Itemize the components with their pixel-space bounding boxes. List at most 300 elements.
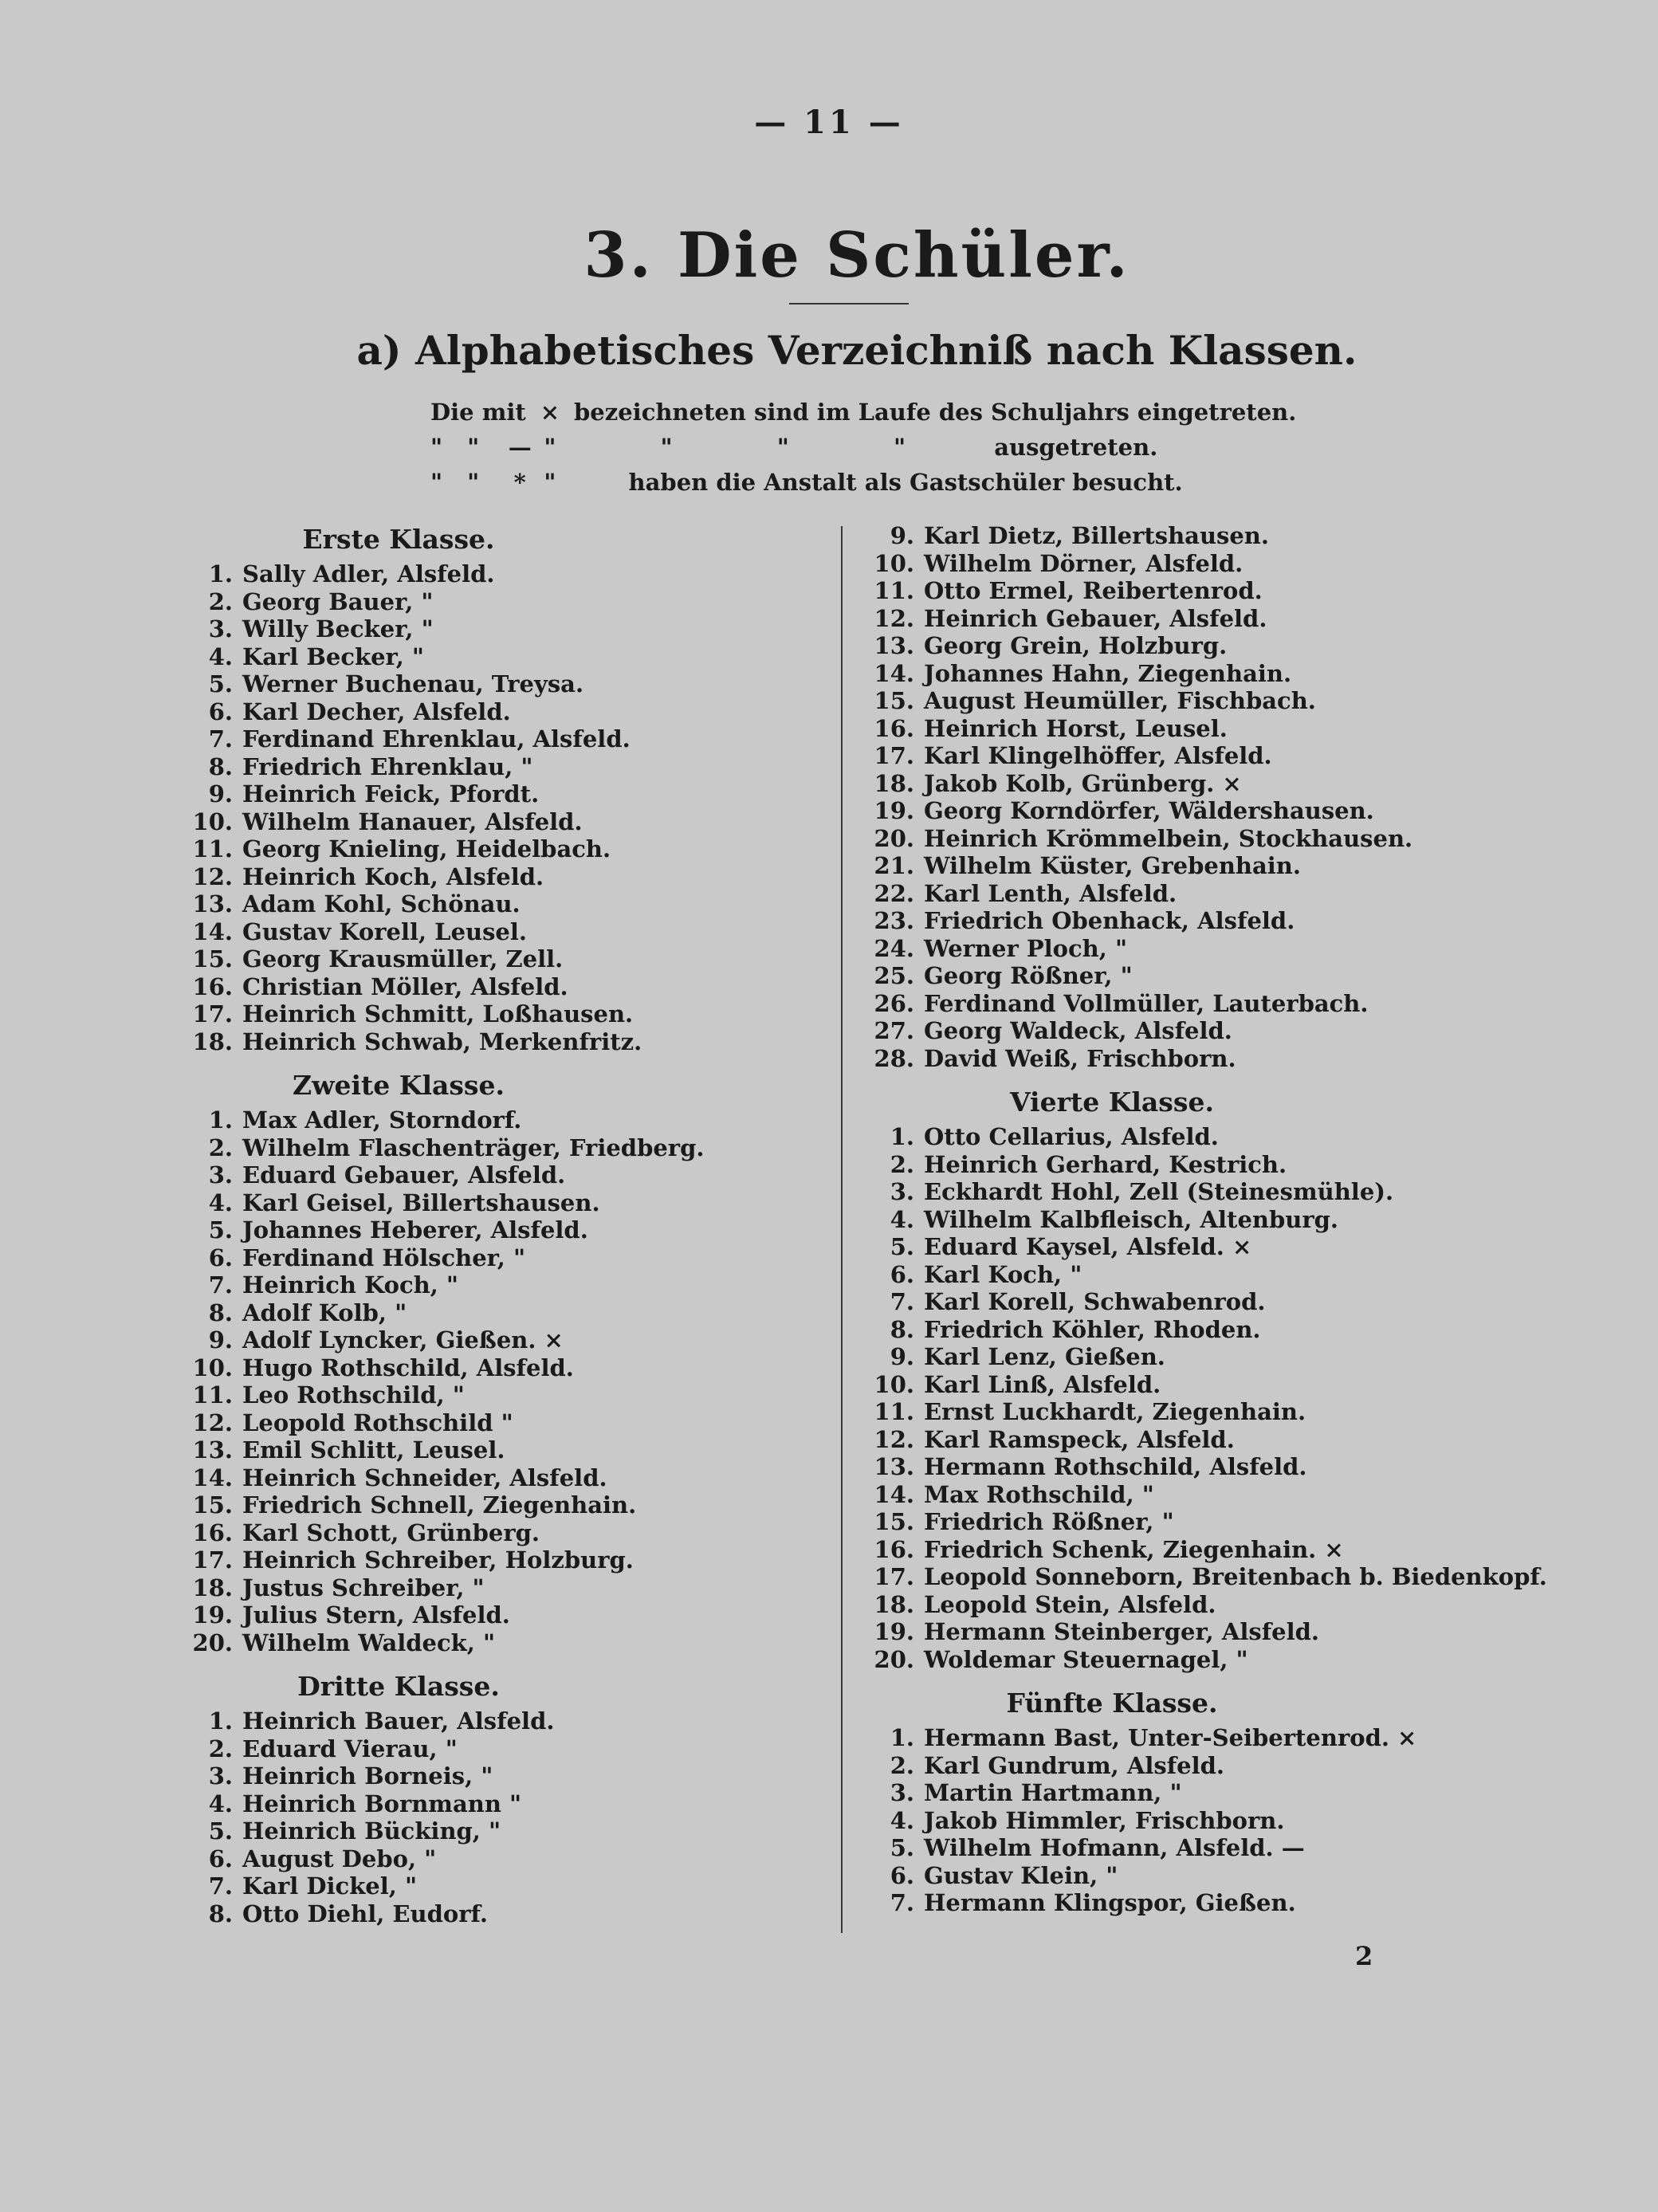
- student-number: 25.: [874, 962, 914, 989]
- student-name: Ernst Luckhardt, Ziegenhain.: [924, 1398, 1306, 1425]
- student-number: 7.: [208, 725, 233, 752]
- student-name: Adolf Lyncker, Gießen. ×: [242, 1326, 564, 1354]
- class-heading: Dritte Klasse.: [297, 1671, 500, 1702]
- student-entry: [191, 1601, 829, 1629]
- student-entry: [873, 1807, 1590, 1835]
- student-number: 17.: [874, 742, 914, 769]
- student-number: 2.: [208, 1134, 233, 1161]
- student-entry: [873, 1017, 1590, 1045]
- student-name: Werner Buchenau, Treysa.: [242, 670, 584, 697]
- student-number: 10.: [874, 549, 914, 577]
- class-heading: Zweite Klasse.: [293, 1070, 505, 1101]
- student-number: 16.: [192, 1519, 233, 1546]
- student-entry: [191, 890, 829, 918]
- student-name: Heinrich Koch, ": [242, 1271, 459, 1299]
- signature-mark: 2: [1355, 1941, 1373, 1971]
- student-name: Leopold Stein, Alsfeld.: [924, 1590, 1216, 1618]
- student-name: Wilhelm Küster, Grebenhain.: [924, 852, 1301, 879]
- student-number: 17.: [192, 1546, 233, 1574]
- student-name: Eduard Gebauer, Alsfeld.: [242, 1161, 566, 1189]
- student-name: David Weiß, Frischborn.: [924, 1044, 1236, 1072]
- student-name: Eckhardt Hohl, Zell (Steinesmühle).: [924, 1178, 1394, 1205]
- student-number: 19.: [874, 797, 914, 824]
- student-entry: [191, 1817, 829, 1845]
- student-name: Karl Becker, ": [242, 642, 425, 670]
- student-number: 1.: [890, 1724, 914, 1751]
- student-entry: [191, 1464, 829, 1492]
- section-gap: [191, 1055, 829, 1068]
- ditto-mark: ": [776, 434, 789, 461]
- student-name: Karl Lenth, Alsfeld.: [924, 879, 1177, 907]
- student-number: 2.: [890, 1150, 914, 1178]
- student-entry: [873, 880, 1590, 908]
- student-entry: [873, 1316, 1590, 1344]
- student-name: Friedrich Schnell, Ziegenhain.: [242, 1491, 637, 1519]
- student-number: 7.: [890, 1288, 914, 1315]
- student-number: 8.: [208, 1299, 233, 1326]
- student-number: 14.: [192, 917, 233, 945]
- student-name: Karl Koch, ": [924, 1260, 1082, 1288]
- student-number: 9.: [890, 522, 914, 549]
- student-number: 3.: [208, 1161, 233, 1189]
- student-name: Wilhelm Hofmann, Alsfeld. —: [924, 1834, 1305, 1861]
- student-number: 6.: [208, 1244, 233, 1271]
- student-number: 13.: [874, 632, 914, 659]
- class-section: [873, 522, 1590, 1072]
- student-number: 20.: [192, 1629, 233, 1656]
- ditto-mark: ": [544, 434, 556, 461]
- student-number: 28.: [874, 1044, 914, 1072]
- section-gap: [873, 1072, 1590, 1085]
- student-number: 12.: [874, 1425, 914, 1453]
- student-number: 12.: [192, 1409, 233, 1436]
- student-number: 15.: [874, 1508, 914, 1535]
- student-number: 13.: [192, 1436, 233, 1464]
- student-entry: [873, 687, 1590, 715]
- student-number: 14.: [874, 1480, 914, 1508]
- student-name: Johannes Hahn, Ziegenhain.: [924, 659, 1292, 687]
- student-name: Leo Rothschild, ": [242, 1381, 465, 1409]
- student-number: 10.: [192, 807, 233, 835]
- guest-mark-icon: *: [513, 469, 526, 496]
- student-number: 27.: [874, 1017, 914, 1044]
- class-heading: Erste Klasse.: [302, 524, 495, 555]
- student-number: 8.: [890, 1315, 914, 1343]
- student-entry: [873, 962, 1590, 990]
- student-entry: [873, 1646, 1590, 1674]
- student-number: 1.: [890, 1123, 914, 1150]
- student-entry: [191, 1299, 829, 1327]
- student-number: 1.: [208, 1106, 233, 1134]
- student-entry: [191, 808, 829, 836]
- student-number: 16.: [874, 1535, 914, 1563]
- student-number: 16.: [874, 714, 914, 742]
- student-number: 14.: [874, 659, 914, 687]
- student-number: 3.: [890, 1178, 914, 1205]
- student-entry: [873, 1426, 1590, 1454]
- student-entry: [191, 780, 829, 808]
- student-entry: [191, 1735, 829, 1763]
- ditto-mark: ": [544, 469, 556, 496]
- student-number: 7.: [208, 1271, 233, 1299]
- student-number: 11.: [874, 1398, 914, 1425]
- student-name: Willy Becker, ": [242, 615, 434, 642]
- student-number: 16.: [192, 972, 233, 1000]
- student-entry: [191, 670, 829, 698]
- student-entry: [191, 835, 829, 863]
- student-number: 6.: [890, 1861, 914, 1889]
- student-entry: [191, 1000, 829, 1028]
- student-name: Heinrich Schmitt, Loßhausen.: [242, 1000, 634, 1027]
- student-name: Adolf Kolb, ": [242, 1299, 407, 1326]
- student-name: Woldemar Steuernagel, ": [924, 1645, 1248, 1673]
- student-entry: [191, 725, 829, 753]
- student-entry: [873, 1206, 1590, 1234]
- student-name: Georg Rößner, ": [924, 962, 1133, 989]
- section-gap: [873, 1673, 1590, 1686]
- student-entry: [873, 605, 1590, 633]
- student-number: 4.: [890, 1205, 914, 1233]
- student-entry: [873, 1123, 1590, 1151]
- student-number: 3.: [208, 615, 233, 642]
- student-number: 5.: [208, 1817, 233, 1845]
- student-number: 14.: [192, 1464, 233, 1491]
- student-entry: [191, 1381, 829, 1409]
- student-name: Sally Adler, Alsfeld.: [242, 560, 495, 587]
- student-entry: [873, 660, 1590, 688]
- student-entry: [191, 698, 829, 726]
- student-name: Ferdinand Vollmüller, Lauterbach.: [924, 989, 1369, 1017]
- class-section: [191, 522, 829, 1055]
- student-name: Heinrich Gebauer, Alsfeld.: [924, 604, 1267, 632]
- student-name: Werner Ploch, ": [924, 934, 1128, 962]
- student-name: Georg Korndörfer, Wäldershausen.: [924, 797, 1374, 824]
- student-number: 3.: [208, 1762, 233, 1790]
- ditto-mark: ": [467, 469, 480, 496]
- student-entry: [873, 1151, 1590, 1179]
- student-name: Karl Dickel, ": [242, 1872, 418, 1900]
- student-entry: [191, 1161, 829, 1189]
- student-entry: [873, 1724, 1590, 1752]
- student-number: 12.: [192, 862, 233, 890]
- student-entry: [191, 1326, 829, 1354]
- student-entry: [191, 643, 829, 671]
- student-name: Emil Schlitt, Leusel.: [242, 1436, 505, 1464]
- student-entry: [873, 1178, 1590, 1206]
- student-number: 5.: [208, 1216, 233, 1244]
- student-name: Heinrich Koch, Alsfeld.: [242, 862, 544, 890]
- student-entry: [873, 1536, 1590, 1564]
- student-name: Max Rothschild, ": [924, 1480, 1154, 1508]
- student-entry: [873, 1261, 1590, 1289]
- student-number: 21.: [874, 852, 914, 879]
- class-section: [873, 1686, 1590, 1917]
- student-number: 12.: [874, 604, 914, 632]
- student-name: Christian Möller, Alsfeld.: [242, 972, 568, 1000]
- student-number: 8.: [208, 1900, 233, 1927]
- student-entry: [191, 1189, 829, 1217]
- column-divider: [841, 526, 843, 1933]
- student-number: 26.: [874, 989, 914, 1017]
- student-number: 6.: [208, 1845, 233, 1872]
- student-number: 11.: [874, 577, 914, 604]
- ditto-mark: ": [467, 434, 480, 461]
- student-number: 6.: [208, 697, 233, 725]
- student-name: Leopold Rothschild ": [242, 1409, 513, 1436]
- student-entry: [191, 863, 829, 891]
- student-name: Heinrich Horst, Leusel.: [924, 714, 1228, 742]
- page-number: — 11 —: [754, 104, 904, 141]
- student-number: 6.: [890, 1260, 914, 1288]
- student-entry: [873, 1508, 1590, 1536]
- student-entry: [873, 1591, 1590, 1619]
- student-number: 1.: [208, 1707, 233, 1735]
- student-name: Gustav Korell, Leusel.: [242, 917, 527, 945]
- student-number: 4.: [890, 1806, 914, 1834]
- student-number: 18.: [192, 1574, 233, 1601]
- student-name: Wilhelm Waldeck, ": [242, 1629, 496, 1656]
- student-name: Friedrich Schenk, Ziegenhain. ×: [924, 1535, 1344, 1563]
- student-number: 4.: [208, 1189, 233, 1216]
- student-entry: [191, 1216, 829, 1244]
- student-number: 7.: [890, 1889, 914, 1916]
- student-entry: [191, 1519, 829, 1547]
- class-heading: Vierte Klasse.: [1010, 1086, 1214, 1118]
- student-name: Julius Stern, Alsfeld.: [242, 1601, 510, 1629]
- student-name: Eduard Vierau, ": [242, 1735, 458, 1762]
- legend-prefix: Die mit: [430, 399, 526, 426]
- student-entry: [873, 742, 1590, 770]
- student-number: 22.: [874, 879, 914, 907]
- student-entry: [191, 1629, 829, 1657]
- student-name: Heinrich Bornmann ": [242, 1790, 522, 1817]
- student-name: Wilhelm Hanauer, Alsfeld.: [242, 807, 583, 835]
- student-number: 20.: [874, 1645, 914, 1673]
- student-number: 1.: [208, 560, 233, 587]
- legend-line-guest: [430, 469, 1307, 504]
- student-number: 8.: [208, 752, 233, 780]
- student-entry: [191, 918, 829, 946]
- student-entry: [191, 1845, 829, 1873]
- left-mark-icon: —: [508, 434, 532, 461]
- class-section: [191, 1068, 829, 1656]
- student-name: Heinrich Bücking, ": [242, 1817, 501, 1845]
- student-number: 23.: [874, 907, 914, 934]
- student-number: 9.: [890, 1343, 914, 1370]
- class-section: [191, 1669, 829, 1927]
- student-name: Adam Kohl, Schönau.: [242, 890, 521, 917]
- student-number: 10.: [874, 1370, 914, 1398]
- student-name: Jakob Himmler, Frischborn.: [924, 1806, 1285, 1834]
- student-name: Leopold Sonneborn, Breitenbach b. Biedenkopf.: [924, 1563, 1547, 1590]
- title-rule: [789, 303, 909, 304]
- student-name: Karl Decher, Alsfeld.: [242, 697, 511, 725]
- student-name: Max Adler, Storndorf.: [242, 1106, 522, 1134]
- student-name: Karl Korell, Schwabenrod.: [924, 1288, 1266, 1315]
- student-entry: [191, 1790, 829, 1818]
- student-entry: [873, 907, 1590, 935]
- student-entry: [191, 1872, 829, 1900]
- student-name: Friedrich Obenhack, Alsfeld.: [924, 907, 1295, 934]
- student-number: 9.: [208, 1326, 233, 1354]
- student-entry: [191, 1106, 829, 1134]
- student-name: Karl Lenz, Gießen.: [924, 1343, 1165, 1370]
- student-number: 15.: [874, 687, 914, 714]
- student-number: 2.: [208, 1735, 233, 1762]
- student-number: 20.: [874, 824, 914, 852]
- student-number: 5.: [890, 1233, 914, 1260]
- student-entry: [873, 1398, 1590, 1426]
- student-entry: [191, 1409, 829, 1437]
- student-entry: [873, 1343, 1590, 1371]
- student-name: Karl Gundrum, Alsfeld.: [924, 1751, 1224, 1779]
- student-entry: [191, 1134, 829, 1162]
- student-name: Georg Krausmüller, Zell.: [242, 945, 564, 972]
- student-entry: [873, 1371, 1590, 1399]
- student-name: August Heumüller, Fischbach.: [924, 687, 1316, 714]
- legend-line-left: [430, 434, 1307, 469]
- student-name: Hermann Klingspor, Gießen.: [924, 1889, 1296, 1916]
- student-name: Karl Ramspeck, Alsfeld.: [924, 1425, 1235, 1453]
- student-entry: [191, 1707, 829, 1735]
- student-number: 11.: [192, 835, 233, 862]
- student-number: 10.: [192, 1354, 233, 1381]
- student-number: 2.: [890, 1751, 914, 1779]
- student-entry: [873, 1862, 1590, 1890]
- student-name: Wilhelm Dörner, Alsfeld.: [924, 549, 1244, 577]
- student-number: 15.: [192, 945, 233, 972]
- student-entry: [873, 632, 1590, 660]
- student-number: 18.: [192, 1027, 233, 1055]
- legend-line-entered: [430, 399, 1307, 434]
- student-entry: [873, 1752, 1590, 1780]
- student-entry: [191, 1574, 829, 1602]
- legend-text-guest: haben die Anstalt als Gastschüler besucht.: [628, 469, 1183, 496]
- student-number: 11.: [192, 1381, 233, 1409]
- student-entry: [873, 797, 1590, 825]
- student-entry: [191, 945, 829, 973]
- student-entry: [873, 522, 1590, 550]
- student-name: Heinrich Schreiber, Holzburg.: [242, 1546, 634, 1574]
- student-number: 5.: [208, 670, 233, 697]
- class-section: [873, 1085, 1590, 1673]
- subtitle: a) Alphabetisches Verzeichniß nach Klassen.: [356, 327, 1357, 374]
- student-entry: [191, 1900, 829, 1928]
- student-name: Otto Ermel, Reibertenrod.: [924, 577, 1263, 604]
- student-number: 18.: [874, 1590, 914, 1618]
- student-entry: [873, 1618, 1590, 1646]
- student-name: Georg Waldeck, Alsfeld.: [924, 1017, 1232, 1044]
- student-name: Georg Knieling, Heidelbach.: [242, 835, 611, 862]
- student-name: Hermann Steinberger, Alsfeld.: [924, 1618, 1320, 1645]
- entered-mark-icon: ×: [540, 399, 560, 426]
- student-name: Karl Linß, Alsfeld.: [924, 1370, 1161, 1398]
- student-name: Friedrich Rößner, ": [924, 1508, 1174, 1535]
- student-name: Karl Klingelhöffer, Alsfeld.: [924, 742, 1272, 769]
- class-heading: Fünfte Klasse.: [1006, 1687, 1218, 1719]
- student-entry: [873, 1889, 1590, 1917]
- student-entry: [873, 550, 1590, 578]
- section-gap: [191, 1656, 829, 1669]
- student-number: 24.: [874, 934, 914, 962]
- student-name: Martin Hartmann, ": [924, 1779, 1182, 1806]
- student-name: Georg Bauer, ": [242, 587, 434, 615]
- student-name: Heinrich Feick, Pfordt.: [242, 780, 540, 807]
- student-number: 2.: [208, 587, 233, 615]
- student-name: Ferdinand Hölscher, ": [242, 1244, 526, 1271]
- ditto-mark: ": [893, 434, 906, 461]
- student-name: Otto Diehl, Eudorf.: [242, 1900, 489, 1927]
- legend-text-left: ausgetreten.: [994, 434, 1158, 461]
- left-column: [191, 522, 829, 1927]
- student-number: 17.: [874, 1563, 914, 1590]
- student-entry: [873, 990, 1590, 1018]
- student-entry: [873, 1453, 1590, 1481]
- student-name: Karl Schott, Grünberg.: [242, 1519, 540, 1546]
- student-entry: [191, 1271, 829, 1299]
- student-name: August Debo, ": [242, 1845, 437, 1872]
- student-name: Gustav Klein, ": [924, 1861, 1118, 1889]
- student-entry: [873, 852, 1590, 880]
- student-name: Heinrich Bauer, Alsfeld.: [242, 1707, 555, 1735]
- student-name: Heinrich Gerhard, Kestrich.: [924, 1150, 1287, 1178]
- student-entry: [873, 770, 1590, 798]
- section-title: 3. Die Schüler.: [583, 219, 1130, 292]
- student-entry: [191, 753, 829, 781]
- ditto-mark: ": [660, 434, 673, 461]
- student-entry: [873, 935, 1590, 963]
- student-number: 19.: [874, 1618, 914, 1645]
- student-name: Wilhelm Flaschenträger, Friedberg.: [242, 1134, 705, 1161]
- student-entry: [191, 1354, 829, 1382]
- student-name: Otto Cellarius, Alsfeld.: [924, 1123, 1219, 1150]
- student-name: Friedrich Ehrenklau, ": [242, 752, 533, 780]
- legend-text-entered: bezeichneten sind im Laufe des Schuljahrs eingetreten.: [574, 399, 1297, 426]
- student-entry: [873, 1233, 1590, 1261]
- student-entry: [191, 1546, 829, 1574]
- student-entry: [873, 825, 1590, 853]
- student-entry: [191, 1491, 829, 1519]
- student-name: Hugo Rothschild, Alsfeld.: [242, 1354, 574, 1381]
- student-name: Heinrich Borneis, ": [242, 1762, 493, 1790]
- student-number: 13.: [874, 1453, 914, 1480]
- ditto-mark: ": [430, 434, 443, 461]
- student-name: Friedrich Köhler, Rhoden.: [924, 1315, 1261, 1343]
- student-entry: [191, 1436, 829, 1464]
- student-number: 17.: [192, 1000, 233, 1027]
- student-entry: [873, 715, 1590, 743]
- student-name: Georg Grein, Holzburg.: [924, 632, 1228, 659]
- student-number: 15.: [192, 1491, 233, 1519]
- student-number: 4.: [208, 1790, 233, 1817]
- student-entry: [873, 1563, 1590, 1591]
- legend: [430, 399, 1307, 504]
- student-number: 13.: [192, 890, 233, 917]
- student-entry: [191, 1244, 829, 1272]
- student-entry: [191, 1762, 829, 1790]
- student-entry: [191, 1028, 829, 1056]
- student-name: Heinrich Krömmelbein, Stockhausen.: [924, 824, 1413, 852]
- student-name: Johannes Heberer, Alsfeld.: [242, 1216, 588, 1244]
- student-name: Karl Dietz, Billertshausen.: [924, 522, 1269, 549]
- student-entry: [873, 1779, 1590, 1807]
- student-name: Eduard Kaysel, Alsfeld. ×: [924, 1233, 1252, 1260]
- right-column: [873, 522, 1590, 1917]
- student-number: 7.: [208, 1872, 233, 1900]
- student-entry: [191, 973, 829, 1001]
- student-number: 5.: [890, 1834, 914, 1861]
- student-name: Justus Schreiber, ": [242, 1574, 485, 1601]
